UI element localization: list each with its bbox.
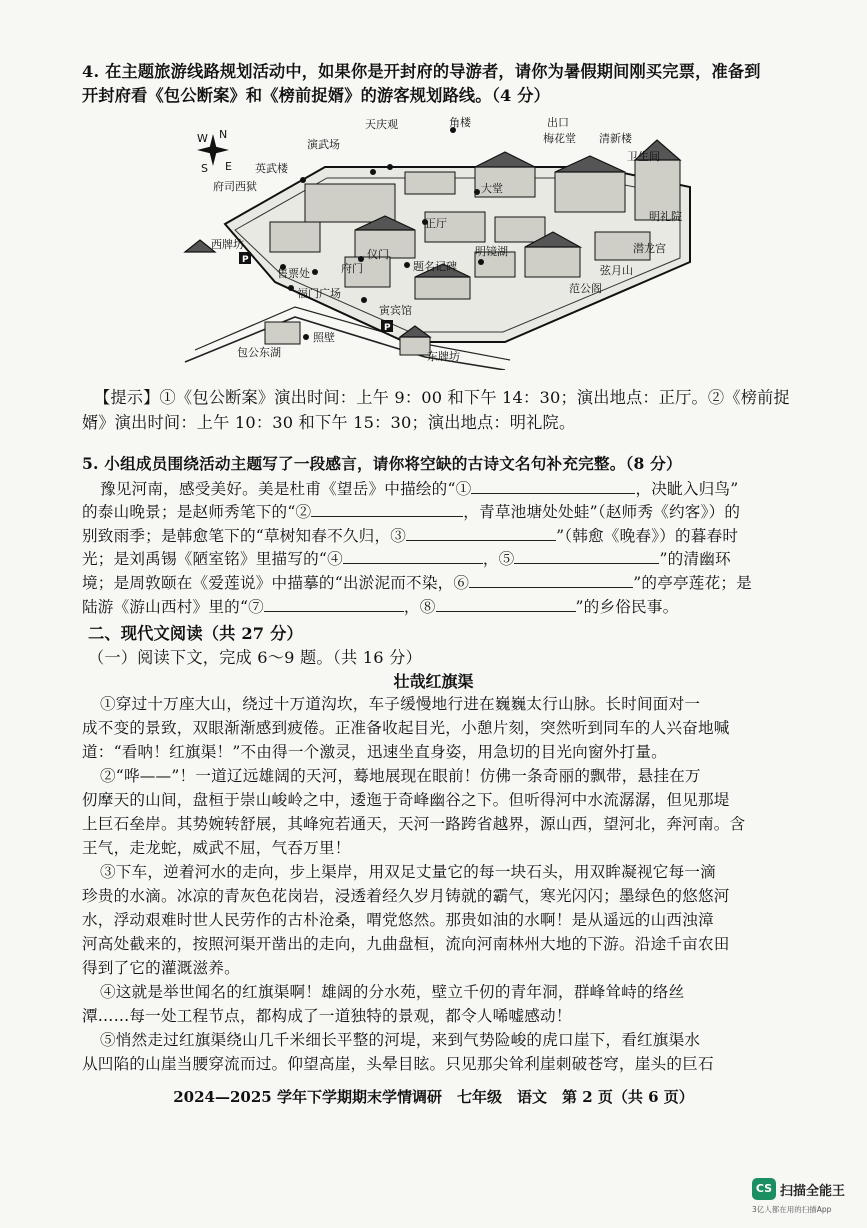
blank-7[interactable] — [264, 597, 404, 612]
essay-title: 壮哉红旗渠 — [393, 672, 474, 691]
label-xipaifang: 西牌坊 — [211, 238, 244, 251]
essay-line: ②“哗——”！一道辽远雄阔的天河，蓦地展现在眼前！仿佛一条奇丽的飘带，悬挂在万 — [100, 767, 701, 785]
watermark-tagline: 3亿人都在用的扫描App — [752, 1205, 832, 1214]
essay-line: ⑤悄然走过红旗渠绕山几千米细长平整的河堤，来到气势险峻的虎口崖下，看红旗渠水 — [100, 1031, 701, 1049]
watermark-name: 扫描全能王 — [780, 1184, 846, 1199]
label-qianlonggong: 潜龙宫 — [633, 242, 666, 255]
label-datang: 大堂 — [481, 182, 503, 195]
blank-2[interactable] — [311, 502, 463, 517]
q5-prompt: 5. 小组成员围绕活动主题写了一段感言，请你将空缺的古诗文名句补充完整。（8 分） — [82, 454, 682, 473]
blank-5[interactable] — [514, 549, 659, 564]
page-footer: 2024—2025 学年下学期期末学情调研 七年级 语文 第 2 页（共 6 页） — [173, 1088, 694, 1106]
label-zhaobi: 照壁 — [313, 331, 335, 344]
q5-line-2: 豫见河南，感受美好。美是杜甫《望岳》中描绘的“① ，决眦入归鸟” — [100, 480, 739, 498]
hint-line-2: 婿》演出时间：上午 10：30 和下午 15：30；演出地点：明礼院。 — [82, 413, 576, 432]
blank-4[interactable] — [343, 549, 483, 564]
label-fumen: 府门 — [341, 262, 363, 275]
q5-line-7: 陆游《游山西村》里的“⑦ ，⑧ ”的乡俗民事。 — [82, 598, 679, 616]
label-yimen: 仪门 — [367, 248, 389, 261]
essay-line: 水，浮动艰难时世人民劳作的古朴沧桑，喟党悠然。那贵如油的水啊！是从遥远的山西浊漳 — [82, 911, 714, 929]
essay-line: ④这就是举世闻名的红旗渠啊！雄阔的分水苑，壁立千仞的青年洞，群峰耸峙的络丝 — [100, 983, 685, 1001]
blank-3[interactable] — [406, 526, 556, 541]
label-timingjibei: 题名记碑 — [413, 260, 457, 273]
label-minglivyuan: 明礼院 — [649, 210, 682, 223]
essay-line: 上巨石垒岸。其势婉转舒展，其峰宛若通天，天河一路跨省越界，源山西，望河北，奔河南。含 — [82, 815, 746, 833]
label-jiaolou: 角楼 — [449, 116, 471, 129]
label-fusixiyu: 府司西狱 — [213, 180, 257, 193]
label-weishengjian: 卫生间 — [627, 150, 660, 163]
section2-heading: 二、现代文阅读（共 27 分） — [88, 624, 303, 643]
compass-e: E — [225, 160, 232, 173]
label-qingxinlou: 清新楼 — [599, 132, 632, 145]
q5-line-6: 境；是周敦颐在《爱莲说》中描摹的“出淤泥而不染，⑥ ”的亭亭莲花；是 — [82, 574, 752, 592]
essay-line: 仞摩天的山间，盘桓于崇山峻岭之中，逶迤于奇峰幽谷之下。但听得河中水流潺潺，但见那堤 — [82, 791, 730, 809]
label-chukou: 出口 — [547, 116, 569, 129]
blank-1[interactable] — [471, 479, 635, 494]
label-tianqingguan: 天庆观 — [365, 118, 398, 131]
q4-line-1: 4. 在主题旅游线路规划活动中，如果你是开封府的导游者，请你为暑假期间刚买完票，准备到 — [82, 62, 761, 81]
q5-line-4: 别致雨季；是韩愈笔下的“草树知春不久归，③ ”（韩愈《晚春》）的暮春时 — [82, 527, 739, 545]
label-yinbinguan: 寅宾馆 — [379, 304, 412, 317]
label-dongpaifang: 东牌坊 — [427, 350, 460, 363]
label-fangongge: 范公阁 — [569, 282, 602, 295]
compass-n: N — [219, 128, 228, 141]
hint-line-1: 【提示】①《包公断案》演出时间：上午 9：00 和下午 14：30；演出地点：正厅。②《榜前捉 — [94, 388, 790, 407]
label-meihuatang: 梅花堂 — [543, 132, 576, 145]
essay-line: 潭……每一处工程节点，都构成了一道独特的景观，都令人唏嘘感动！ — [82, 1007, 572, 1025]
label-yingwulou: 英武楼 — [255, 162, 288, 175]
svg-text:P: P — [242, 255, 249, 265]
essay-line: ①穿过十万座大山，绕过十万道沟坎，车子缓慢地行进在巍巍太行山脉。长时间面对一 — [100, 695, 701, 713]
section2-subheading: （一）阅读下文，完成 6～9 题。（共 16 分） — [88, 648, 422, 667]
label-yanwuchang: 演武场 — [307, 138, 340, 151]
compass-icon — [197, 128, 232, 175]
label-fumenguangchang: 福门广场 — [297, 287, 341, 300]
essay-line: 道：“看呐！红旗渠！”不由得一个激灵，迅速坐直身姿，用急切的目光向窗外打量。 — [82, 743, 667, 761]
essay-line: ③下车，逆着河水的走向，步上渠岸，用双足丈量它的每一块石头，用双眸凝视它每一滴 — [100, 863, 716, 881]
q4-line-2: 开封府看《包公断案》和《榜前捉婿》的游客规划路线。（4 分） — [82, 86, 551, 105]
kaifeng-fu-map — [175, 112, 715, 370]
q5-line-3: 的泰山晚景；是赵师秀笔下的“② ，青草池塘处处蛙”（赵师秀《约客》）的 — [82, 503, 741, 521]
svg-text:P: P — [384, 323, 391, 333]
q5-line-5: 光；是刘禹锡《陋室铭》里描写的“④ ，⑤ ”的清幽环 — [82, 550, 731, 568]
label-shoupiaochu: 售票处 — [277, 267, 310, 280]
camscanner-logo-icon: CS — [752, 1178, 776, 1200]
label-baogongdonghu: 包公东湖 — [237, 346, 281, 359]
blank-6[interactable] — [469, 573, 633, 588]
essay-line: 王气，走龙蛇，威武不屈，气吞万里！ — [82, 839, 351, 857]
compass-w: W — [197, 132, 208, 145]
essay-line: 珍贵的水滴。冰凉的青灰色花岗岩，浸透着经久岁月铸就的霸气，寒光闪闪；墨绿色的悠悠河 — [82, 887, 730, 905]
label-mingjinghu: 明镜湖 — [475, 245, 508, 258]
essay-line: 河高处截来的，按照河渠开凿出的走向，九曲盘桓，流向河南林州大地的下游。沿途千亩农田 — [82, 935, 730, 953]
scanner-watermark — [752, 1176, 862, 1220]
compass-s: S — [201, 162, 208, 175]
essay-line: 成不变的景致，双眼渐渐感到疲倦。正准备收起目光，小憩片刻，突然听到同车的人兴奋地喊 — [82, 719, 730, 737]
blank-8[interactable] — [436, 597, 576, 612]
essay-line: 得到了它的灌溉滋养。 — [82, 959, 240, 977]
essay-line: 从凹陷的山崖当腰穿流而过。仰望高崖，头晕目眩。只见那尖耸利崖刺破苍穹，崖头的巨石 — [82, 1055, 714, 1073]
label-xianyueshan: 弦月山 — [600, 264, 633, 277]
label-zhengting: 正厅 — [425, 217, 447, 230]
